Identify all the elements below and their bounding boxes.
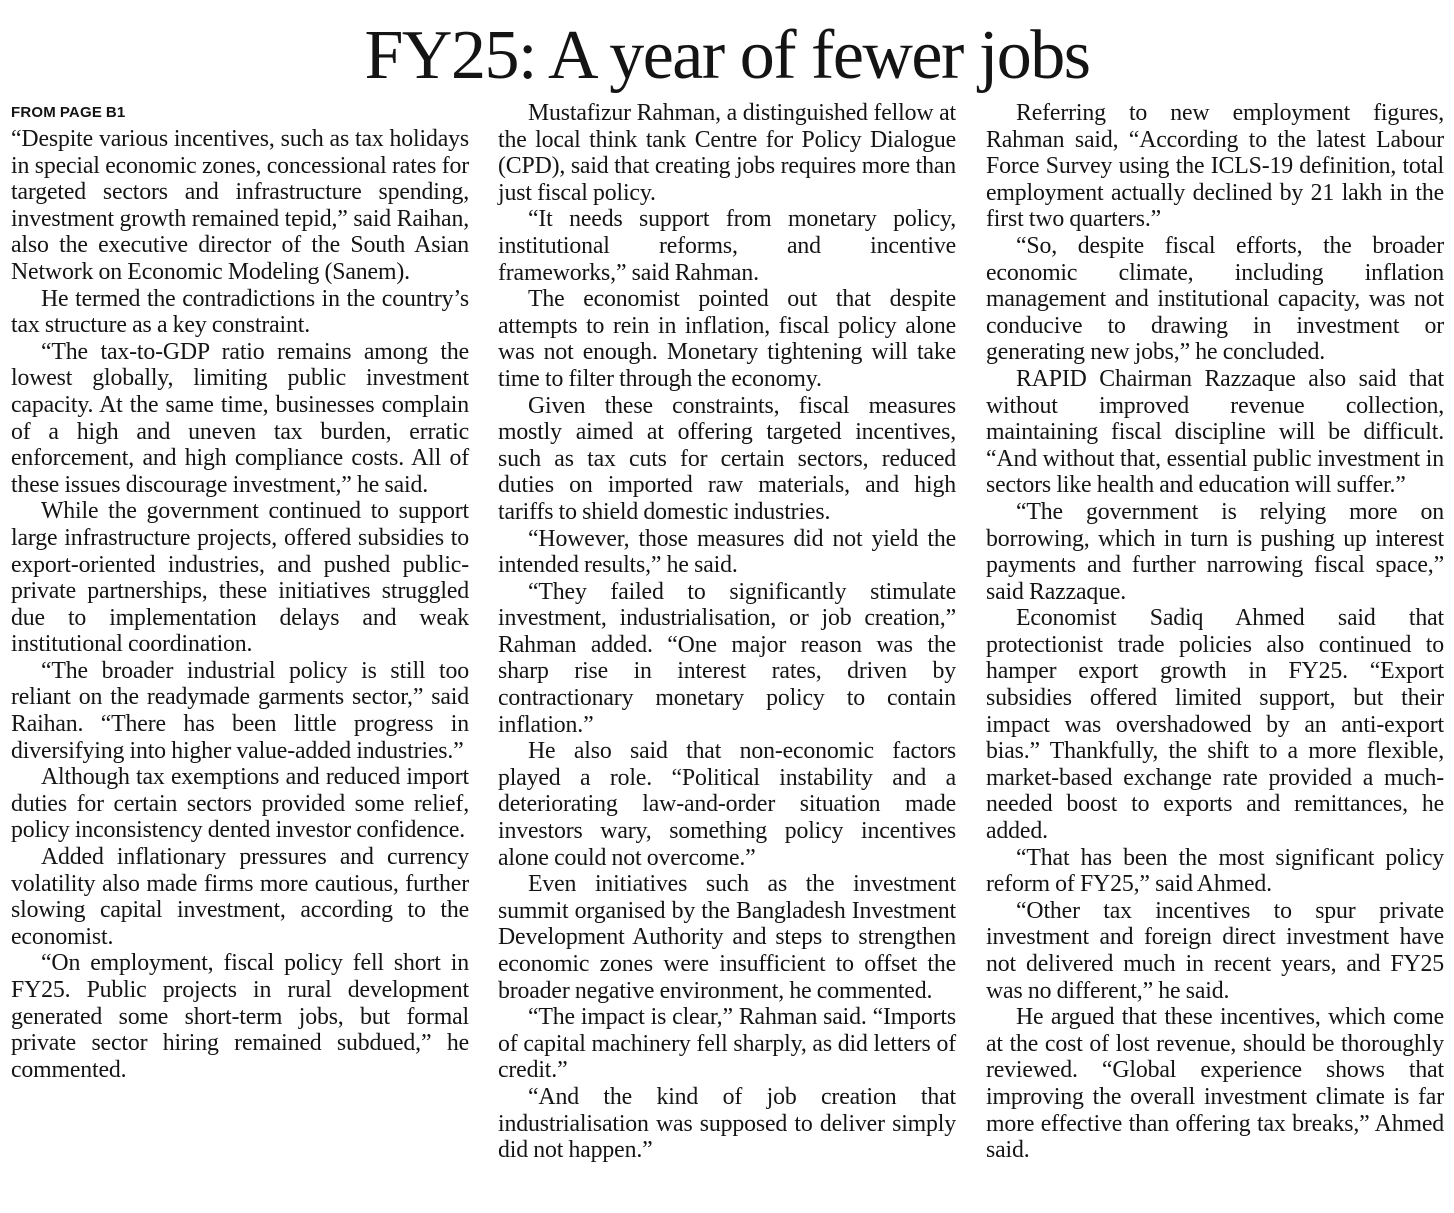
paragraph: Mustafizur Rahman, a distinguished fellow at the local think tank Centre for Policy Dialogue (CPD), said that creating jobs requires more than just fiscal policy. bbox=[498, 100, 956, 206]
paragraph: Even initiatives such as the investment summit organised by the Bangladesh Investment Development Authority and steps to strengthen economic zones were insufficient to offset the broader negative environment, he commented. bbox=[498, 871, 956, 1004]
paragraph: “However, those measures did not yield the intended results,” he said. bbox=[498, 525, 956, 579]
paragraph: While the government continued to support large infrastructure projects, offered subsidies to export-oriented industries, and pushed public-private partnerships, these initiatives struggled due to implementation delays and weak institutional coordination. bbox=[11, 498, 469, 658]
paragraph: “On employment, fiscal policy fell short in FY25. Public projects in rural development generated some short-term jobs, but formal private sector hiring remained subdued,” he commented. bbox=[11, 950, 469, 1083]
paragraph: Economist Sadiq Ahmed said that protectionist trade policies also continued to hamper export growth in FY25. “Export subsidies offered limited support, but their impact was overshadowed by an anti-export bias.” Thankfully, the shift to a more flexible, market-based exchange rate provided a much-needed boost to exports and remittances, he added. bbox=[986, 605, 1444, 845]
paragraph: “So, despite fiscal efforts, the broader economic climate, including inflation management and institutional capacity, was not conducive to drawing in investment or generating new jobs,” he concluded. bbox=[986, 232, 1444, 366]
paragraph: RAPID Chairman Razzaque also said that without improved revenue collection, maintaining fiscal discipline will be difficult. “And without that, essential public investment in sectors like health and education will suffer.” bbox=[986, 365, 1444, 499]
paragraph: Referring to new employment figures, Rahman said, “According to the latest Labour Force Survey using the ICLS-19 definition, total employment actually declined by 21 lakh in the first two quarters.” bbox=[986, 100, 1444, 233]
paragraph: Given these constraints, fiscal measures mostly aimed at offering targeted incentives, such as tax cuts for certain sectors, reduced duties on imported raw materials, and high tariffs to shield domestic industries. bbox=[498, 392, 956, 525]
paragraph: “It needs support from monetary policy, institutional reforms, and incentive frameworks,” said Rahman. bbox=[498, 206, 956, 286]
paragraph: “The impact is clear,” Rahman said. “Imports of capital machinery fell sharply, as did letters of credit.” bbox=[498, 1004, 956, 1084]
paragraph: “The broader industrial policy is still too reliant on the readymade garments sector,” said Raihan. “There has been little progress in diversifying into higher value-added industries.” bbox=[11, 657, 469, 764]
paragraph: “The tax-to-GDP ratio remains among the lowest globally, limiting public investment capacity. At the same time, businesses complain of a high and uneven tax burden, erratic enforcement, and high compliance costs. All of these issues discourage investment,” he said. bbox=[11, 338, 469, 498]
article-column-1 bbox=[11, 100, 469, 1083]
article-column-3 bbox=[986, 100, 1444, 1164]
paragraph: Added inflationary pressures and currency volatility also made firms more cautious, further slowing capital investment, according to the economist. bbox=[11, 844, 469, 950]
paragraph: He also said that non-economic factors played a role. “Political instability and a deteriorating law-and-order situation made investors wary, something policy incentives alone could not overcome.” bbox=[498, 738, 956, 871]
article-column-2 bbox=[498, 100, 956, 1164]
paragraph: “And the kind of job creation that industrialisation was supposed to deliver simply did not happen.” bbox=[498, 1083, 956, 1164]
headline: FY25: A year of fewer jobs bbox=[364, 17, 1090, 94]
paragraph: The economist pointed out that despite attempts to rein in inflation, fiscal policy alone was not enough. Monetary tightening will take time to filter through the economy. bbox=[498, 286, 956, 392]
continued-from-label: FROM PAGE B1 bbox=[11, 104, 126, 121]
paragraph: “The government is relying more on borrowing, which in turn is pushing up interest payments and further narrowing fiscal space,” said Razzaque. bbox=[986, 498, 1444, 605]
paragraph: “Other tax incentives to spur private investment and foreign direct investment have not delivered much in recent years, and FY25 was no different,” he said. bbox=[986, 897, 1444, 1004]
paragraph: Although tax exemptions and reduced import duties for certain sectors provided some relief, policy inconsistency dented investor confidence. bbox=[11, 764, 469, 844]
paragraph: He termed the contradictions in the country’s tax structure as a key constraint. bbox=[11, 285, 469, 339]
paragraph: “Despite various incentives, such as tax holidays in special economic zones, concessional rates for targeted sectors and infrastructure spending, investment growth remained tepid,” said Raihan, also the executive director of the South Asian Network on Economic Modeling (Sanem). bbox=[11, 126, 469, 285]
paragraph: “They failed to significantly stimulate investment, industrialisation, or job creation,” Rahman added. “One major reason was the sharp rise in interest rates, driven by contractionary monetary policy to contain inflation.” bbox=[498, 578, 956, 738]
paragraph: “That has been the most significant policy reform of FY25,” said Ahmed. bbox=[986, 844, 1444, 898]
paragraph: He argued that these incentives, which come at the cost of lost revenue, should be thoroughly reviewed. “Global experience shows that improving the overall investment climate is far more effective than offering tax breaks,” Ahmed said. bbox=[986, 1004, 1444, 1164]
